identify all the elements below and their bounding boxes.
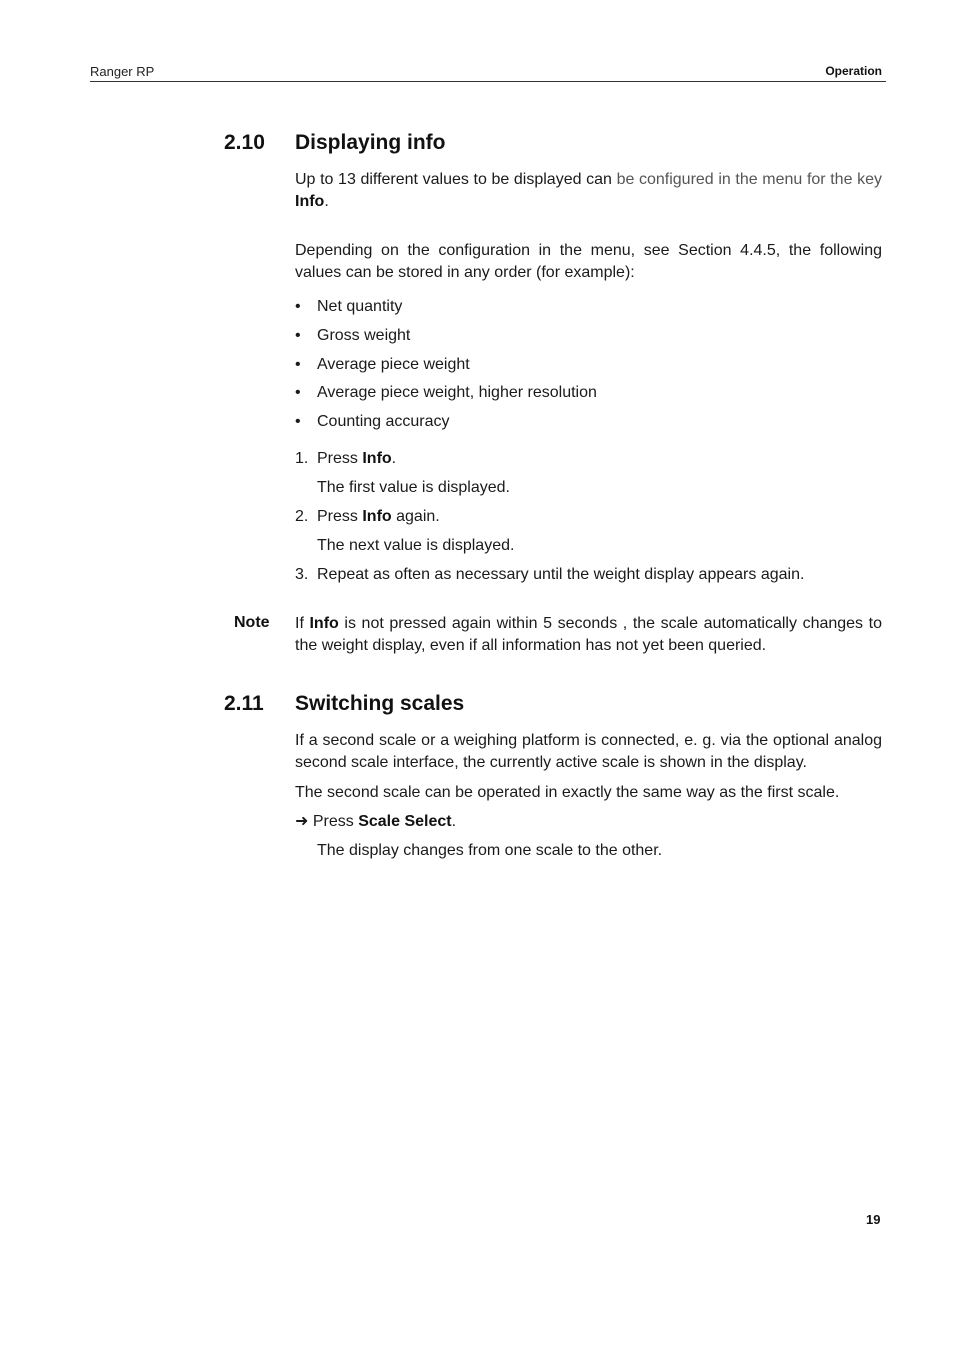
step-number: 2. [295, 508, 309, 525]
step-text: Repeat as often as necessary until the weight display appears again. [317, 566, 805, 583]
note-text-pre: If [295, 615, 310, 632]
step-number: 3. [295, 566, 309, 583]
step-text-post: . [391, 450, 397, 467]
step-2-result: The next value is displayed. [317, 537, 515, 554]
action-text-pre: Press [312, 813, 359, 830]
step-text-pre: Press [317, 508, 363, 525]
action-step [295, 812, 456, 832]
header-product-name: Ranger RP [90, 64, 155, 79]
bullet-mark: • [295, 298, 301, 315]
info-key-label: Info [362, 508, 392, 525]
step-text-post: again. [391, 508, 440, 525]
page-number: 19 [866, 1212, 881, 1227]
page-header [90, 63, 886, 82]
intro-text-b: be configured in the menu for the key [611, 171, 883, 188]
switching-intro-paragraph: If a second scale or a weighing platform is connected, e. g. via the optional analog second scale interface, the currently active scale is shown in the display. [295, 732, 882, 771]
info-key-label: Info [295, 193, 325, 210]
section-number: 2.11 [224, 692, 264, 715]
intro-paragraph [295, 169, 882, 213]
step-text [317, 507, 440, 527]
step-1-result: The first value is displayed. [317, 479, 510, 496]
bullet-mark: • [295, 413, 301, 430]
config-paragraph: Depending on the configuration in the menu, see Section 4.4.5, the following values can be stored in any order (for example): [295, 242, 882, 281]
info-key-label: Info [309, 615, 339, 632]
scale-select-key-label: Scale Select [358, 813, 452, 830]
section-number: 2.10 [224, 131, 265, 154]
intro-text-end: . [324, 193, 329, 210]
action-text-post: . [451, 813, 457, 830]
bullet-mark: • [295, 327, 301, 344]
list-item-text: Average piece weight [317, 356, 470, 373]
list-item-text: Average piece weight, higher resolution [317, 384, 597, 401]
section-title: Displaying info [295, 131, 446, 154]
list-item-text: Gross weight [317, 327, 411, 344]
note-text-post: is not pressed again within 5 seconds , the scale automatically changes to the weight display, even if all information has not yet been queried. [295, 615, 882, 654]
info-key-label: Info [362, 450, 392, 467]
header-chapter-name: Operation [825, 64, 882, 78]
bullet-mark: • [295, 356, 301, 373]
action-result: The display changes from one scale to the other. [317, 842, 663, 859]
intro-text-a: Up to 13 different values to be displayed can [295, 171, 612, 188]
switching-second-paragraph: The second scale can be operated in exactly the same way as the first scale. [295, 784, 840, 801]
bullet-mark: • [295, 384, 301, 401]
list-item-text: Net quantity [317, 298, 403, 315]
list-item-text: Counting accuracy [317, 413, 450, 430]
step-number: 1. [295, 450, 309, 467]
note-label: Note [234, 614, 270, 631]
note-text [295, 613, 882, 657]
arrow-right-icon: ➜ [295, 813, 309, 830]
step-text-pre: Press [317, 450, 363, 467]
section-title: Switching scales [295, 692, 465, 715]
step-text [317, 449, 396, 469]
